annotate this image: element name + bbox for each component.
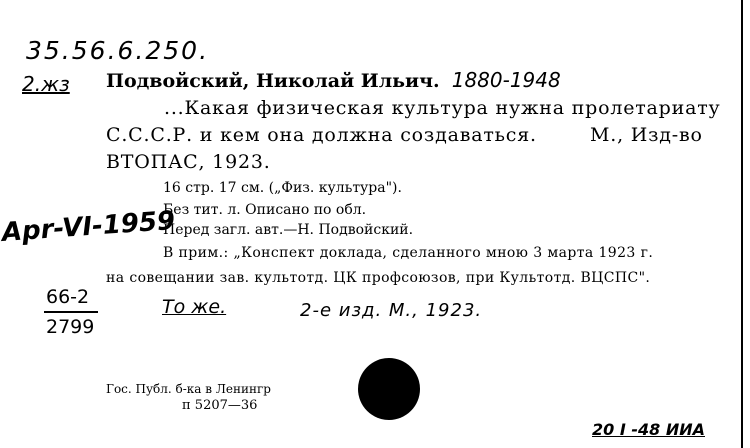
author-dates: 1880-1948: [451, 68, 561, 92]
author-heading: Подвойский, Николай Ильич.: [106, 70, 440, 92]
note-no-title-page: Без тит. л. Описано по обл.: [163, 202, 367, 218]
library-name: Гос. Публ. б-ка в Ленингр: [106, 382, 271, 396]
punch-hole: [358, 358, 420, 420]
acquisition-date-stamp: Apr-VI-1959: [0, 205, 177, 248]
note-remark-line-1: В прим.: „Конспект доклада, сделанного мною 3 марта 1923 г.: [163, 245, 654, 261]
note-author-before-title: Перед загл. авт.—Н. Подвойский.: [163, 222, 414, 238]
title-line-2-right: М., Изд-во: [590, 124, 703, 146]
title-line-1: ...Какая физическая культура нужна пролетариату: [164, 97, 721, 119]
library-number: п 5207—36: [182, 398, 258, 413]
card-right-edge: [741, 0, 743, 448]
title-line-3: ВТОПАС, 1923.: [106, 151, 271, 173]
shelfmark: 35.56.6.250.: [26, 36, 210, 65]
call-number-divider: [44, 311, 98, 313]
call-number-top: 66-2: [46, 286, 90, 308]
bottom-handwritten-note: 20 I -48 ИИА: [592, 420, 705, 439]
note-remark-line-2: на совещании зав. культотд. ЦК профсоюзов, при Культотд. ВЦСПС".: [106, 270, 651, 286]
same-edition-label: То же.: [162, 296, 227, 318]
collation: 16 стр. 17 см. („Физ. культура").: [163, 180, 402, 196]
call-number-bottom: 2799: [46, 316, 95, 338]
side-code: 2.жз: [22, 72, 70, 96]
second-edition-info: 2-е изд. М., 1923.: [300, 300, 483, 321]
title-line-2-left: С.С.С.Р. и кем она должна создаваться.: [106, 124, 537, 146]
